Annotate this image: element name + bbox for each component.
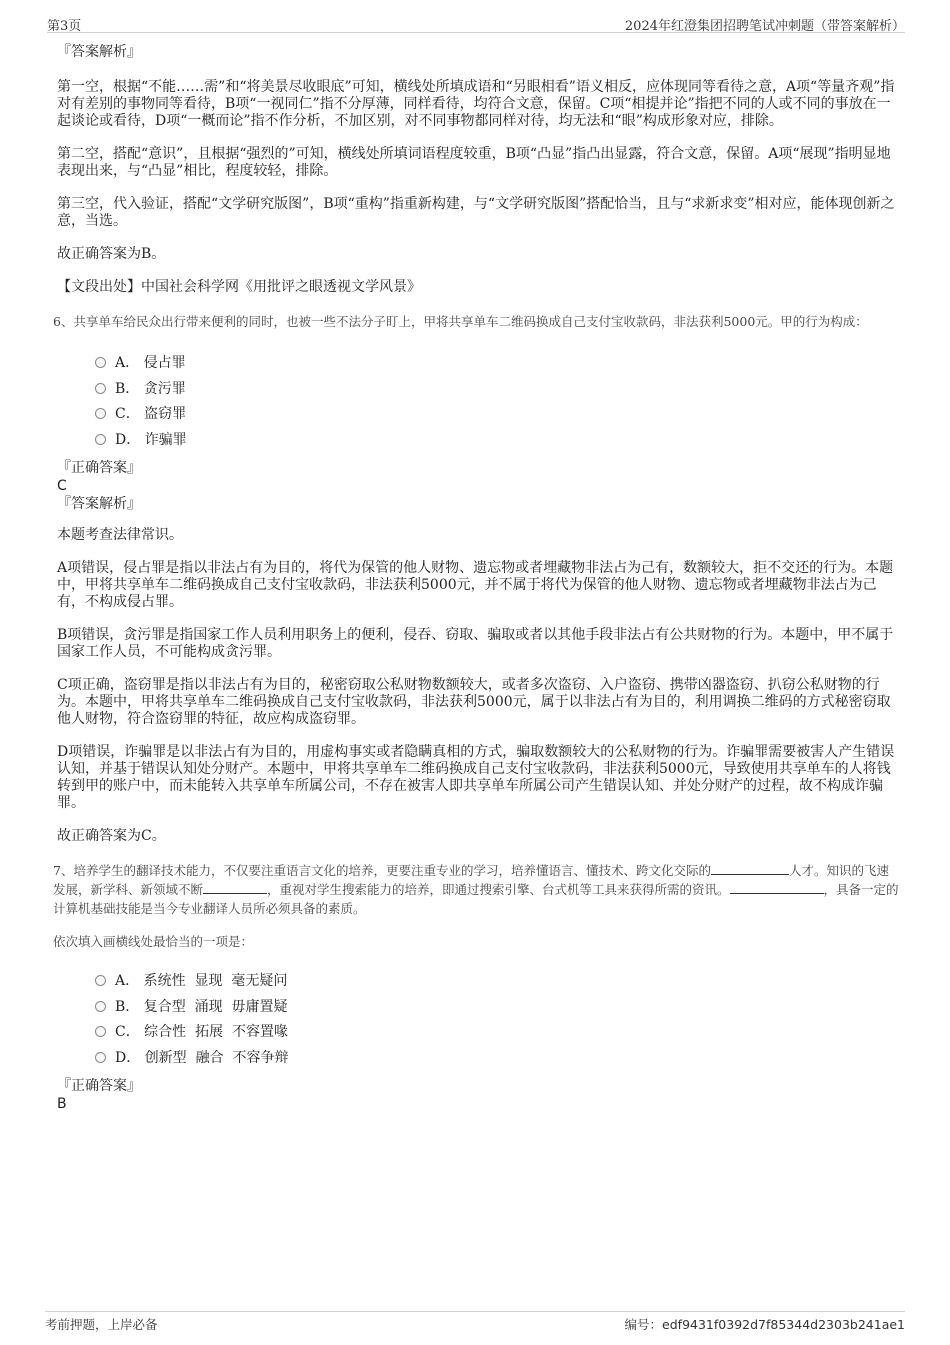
question-text: 6、共享单车给民众出行带来便利的同时，也被一些不法分子盯上，甲将共享单车二维码换成自己支付宝收款码，非法获利5000元。甲的行为构成：: [53, 314, 868, 329]
page-header: [47, 12, 905, 33]
option-c[interactable]: C． 综合性 拓展 不容置喙: [95, 1020, 900, 1046]
radio-icon[interactable]: [95, 408, 106, 419]
answer-value: B: [57, 1096, 67, 1112]
option-list: [95, 969, 900, 1071]
option-d[interactable]: D． 诈骗罪: [95, 428, 900, 454]
option-c[interactable]: C． 盗窃罪: [95, 402, 900, 428]
analysis-label: 『答案解析』: [57, 496, 141, 512]
answer-label: 『正确答案』: [57, 1078, 141, 1094]
analysis-paragraph: A项错误，侵占罪是指以非法占有为目的，将代为保管的他人财物、遗忘物或者埋藏物非法占为己有，数额较大，拒不交还的行为。本题中，甲将共享单车二维码换成自己支付宝收款码，非法获利5000元，并不属于将代为保管的他人财物、遗忘物或者埋藏物非法占为己有，不构成侵占罪。: [57, 560, 894, 610]
page-content: [53, 43, 900, 1113]
analysis-paragraph: D项错误，诈骗罪是以非法占有为目的，用虚构事实或者隐瞒真相的方式，骗取数额较大的公私财物的行为。诈骗罪需要被害人产生错误认知，并基于错误认知处分财产。本题中，甲将共享单车二维码换成自己支付宝收款码，非法获利5000元，导致使用共享单车的人将钱转到甲的账户中，而未能转入共享单车所属公司，不存在被害人即共享单车所属公司产生错误认知、并处分财产的过程，故不构成诈骗罪。: [57, 744, 895, 811]
option-b[interactable]: B． 贪污罪: [95, 377, 900, 403]
radio-icon[interactable]: [95, 1052, 106, 1063]
page-footer: [45, 1311, 905, 1334]
analysis-conclusion: 故正确答案为C。: [57, 828, 166, 844]
footer-slogan: 考前押题，上岸必备: [45, 1317, 158, 1332]
blank-line: [711, 862, 789, 875]
radio-icon[interactable]: [95, 1026, 106, 1037]
radio-icon[interactable]: [95, 975, 106, 986]
analysis-conclusion: 故正确答案为B。: [57, 246, 166, 262]
blank-line: [730, 881, 824, 894]
question-instruction: 依次填入画横线处最恰当的一项是：: [53, 934, 254, 949]
answer-label: 『正确答案』: [57, 460, 141, 476]
q5-analysis: [57, 43, 900, 296]
analysis-paragraph: 第三空，代入验证，搭配“文学研究版图”，B项“重构”指重新构建，与“文学研究版图”搭配恰当，且与“求新求变”相对应，能体现创新之意，当选。: [57, 196, 895, 229]
option-b[interactable]: B． 复合型 涌现 毋庸置疑: [95, 995, 900, 1021]
document-title: 2024年红澄集团招聘笔试冲刺题（带答案解析）: [624, 19, 905, 34]
radio-icon[interactable]: [95, 1001, 106, 1012]
document-code: 编号：edf9431f0392d7f85344d2303b241ae1: [624, 1317, 905, 1332]
analysis-paragraph: 本题考查法律常识。: [57, 527, 183, 543]
answer-value: C: [57, 478, 67, 494]
option-a[interactable]: A． 侵占罪: [95, 351, 900, 377]
question-6: [53, 312, 900, 845]
option-a[interactable]: A． 系统性 显现 毫无疑问: [95, 969, 900, 995]
radio-icon[interactable]: [95, 383, 106, 394]
radio-icon[interactable]: [95, 434, 106, 445]
source-note: 【文段出处】中国社会科学网《用批评之眼透视文学风景》: [57, 279, 421, 295]
page-number: 第3页: [47, 19, 82, 34]
analysis-paragraph: 第一空，根据“不能……需”和“将美景尽收眼底”可知，横线处所填成语和“另眼相看”语义相反，应体现同等看待之意，A项“等量齐观”指对有差别的事物同等看待，B项“一视同仁”指不分厚薄，同样看待，均符合文意，保留。C项“相提并论”指把不同的人或不同的事放在一起谈论或看待，D项“一概而论”指不作分析，不加区别，对不同事物都同样对待，均无法和“眼”构成形象对应，排除。: [57, 79, 895, 129]
analysis-paragraph: B项错误，贪污罪是指国家工作人员利用职务上的便利，侵吞、窃取、骗取或者以其他手段非法占有公共财物的行为。本题中，甲不属于国家工作人员，不可能构成贪污罪。: [57, 627, 894, 660]
question-7: [53, 861, 900, 1113]
blank-line: [203, 881, 267, 894]
question-text: 7、培养学生的翻译技术能力，不仅要注重语言文化的培养，更要注重专业的学习，培养懂语言、懂技术、跨文化交际的 人才。知识的飞速发展，新学科、新领域不断 ，重视对学生搜索能力的培养，即通过搜索引擎、台式机等工具来获得所需的资讯。 ，具备一定的计算机基础技能是当今专业翻译人员所必须具备的素质。: [53, 863, 899, 916]
analysis-paragraph: C项正确，盗窃罪是指以非法占有为目的，秘密窃取公私财物数额较大，或者多次盗窃、入户盗窃、携带凶器盗窃、扒窃公私财物的行为。本题中，甲将共享单车二维码换成自己支付宝收款码，非法获利5000元，属于以非法占有为目的，利用调换二维码的方式秘密窃取他人财物，符合盗窃罪的特征，故应构成盗窃罪。: [57, 677, 891, 727]
analysis-paragraph: 第二空，搭配“意识”，且根据“强烈的”可知，横线处所填词语程度较重，B项“凸显”指凸出显露，符合文意，保留。A项“展现”指明显地表现出来，与“凸显”相比，程度较轻，排除。: [57, 146, 891, 179]
analysis-label: 『答案解析』: [57, 44, 141, 60]
option-list: [95, 351, 900, 453]
radio-icon[interactable]: [95, 357, 106, 368]
option-d[interactable]: D． 创新型 融合 不容争辩: [95, 1046, 900, 1072]
